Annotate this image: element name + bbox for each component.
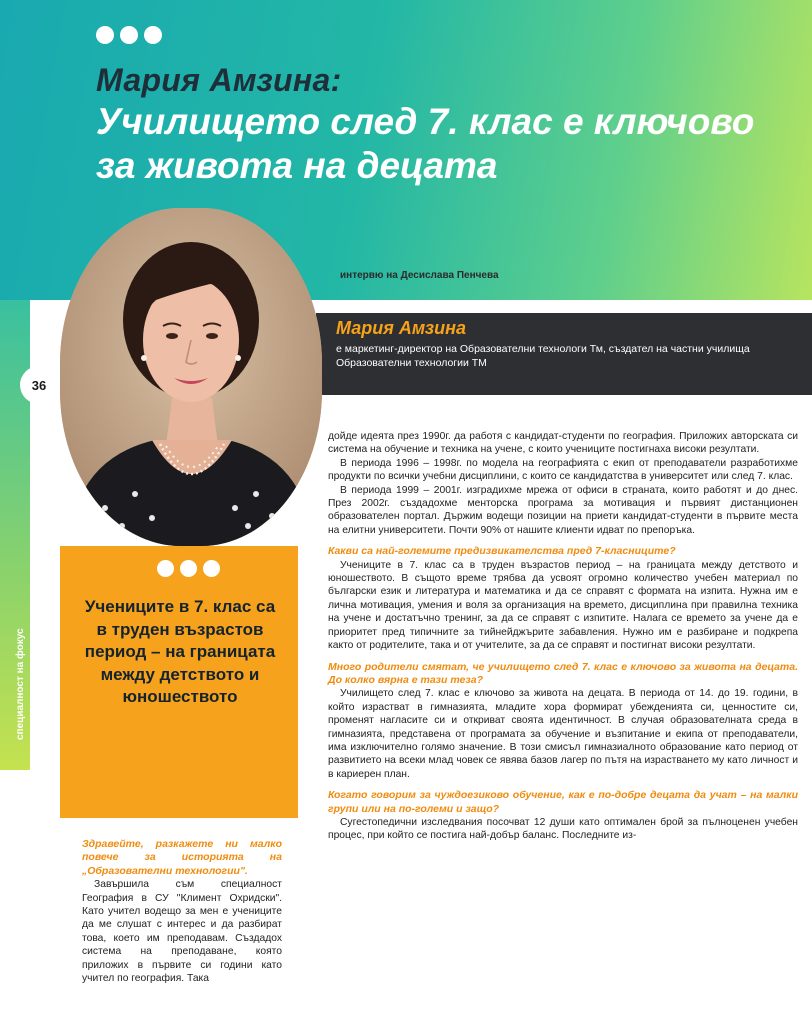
portrait-photo [60,208,322,546]
paragraph: Училището след 7. клас е ключово за живота на децата. В периода от 14. до 19. години, в който израстват в гимназията, младите хора формират убежденията си, ценностите си, променят нагласите си и откриват своята идентичност. В случая образователната среда в гимназията, представена от програмата за обучение и възпитание и екипа от преподаватели, има изключително голямо значение. В този смисъл гимназиалното образование като период от развитието на всеки млад човек се явява базов лагер по пътя на израстването му като личност и в кариерен план. [328,688,798,780]
paragraph: В периода 1999 – 2001г. изградихме мрежа от офиси в страната, които работят и до днес. През 2002г. създадохме менторска програма за мотивация и първият дистанционен образователен портал. Държим водещи позиции на приети кандидат-студенти в първите места на елитни университети. Почти 90% от нашите клиенти идват по препоръка. [328,484,798,536]
profile-description: е маркетинг-директор на Образователни технологи Тм, създател на частни училища Образователни технологии ТМ [336,343,750,369]
paragraph: дойде идеята през 1990г. да работя с кандидат-студенти по география. Приложих авторската си система на обучение и техника на учене, с които учениците постигнаха високи резултати. [328,431,798,456]
headline-name: Мария Амзина: [96,62,342,98]
interview-question: Здравейте, разкажете ни малко повече за историята на „Образователни технологии". [82,838,282,877]
page-number-badge: 36 [20,366,58,404]
interview-answer: Завършила съм специалност География в СУ "Климент Охридски". Като учител водещо за мен е учениците да ме слушат с интерес и да разбират това, което им преподавам. Създадох система на преподаване, която приложих в първите си години като учител по география. Така [82,879,282,985]
byline: интервю на Десислава Пенчева [340,270,499,281]
section-label: специалност на фокус [15,628,26,740]
interview-question: Какви са най-големите предизвикателства пред 7-класниците? [328,545,676,558]
right-text-column [328,430,798,843]
headline-title: Училището след 7. клас е ключово за живота на децата [96,101,755,186]
interview-question: Когато говорим за чуждоезиково обучение, как е по-добре децата да учат – на малки групи или на по-големи и защо? [328,789,798,815]
interview-question: Много родители смятат, че училището след 7. клас е ключово за живота на децата. До колко вярна е тази теза? [328,660,798,686]
profile-name: Мария Амзина [336,318,466,338]
decorative-dots [96,26,162,44]
paragraph: Сугестопедични изследвания посочват 12 души като оптимален брой за пълноценен учебен процес, при който се постига най-добър баланс. Последните из- [328,816,798,842]
left-text-column [82,838,282,985]
paragraph: В периода 1996 – 1998г. по модела на географията с екип от преподаватели разработихме продукти по всички учебни дисциплини, с които се кандидатства в университет или след 7. клас. [328,457,798,483]
paragraph: Учениците в 7. клас са в труден възрастов период – на границата между детството и юношеството. В същото време трябва да усвоят огромно количество учебен материал по български език и литература и математика и да се справят с формата на изпита. Нужна им е лична мотивация, умения и воля за организация на времето, дисциплина при правилна техника на учене и достатъчно тренинг, за да се справят с изпитите. Налага се времето за учене да е приоритет пред типичните за тийнейджърите забавления. Нужно им е разбиране и подкрепа както от родителите, така и от учителите, за да се справят и постигнат високи резултати. [328,559,798,652]
pull-quote: Учениците в 7. клас са в труден възрастов период – на границата между детството и юношеството [84,597,276,706]
decorative-dots [157,560,220,577]
